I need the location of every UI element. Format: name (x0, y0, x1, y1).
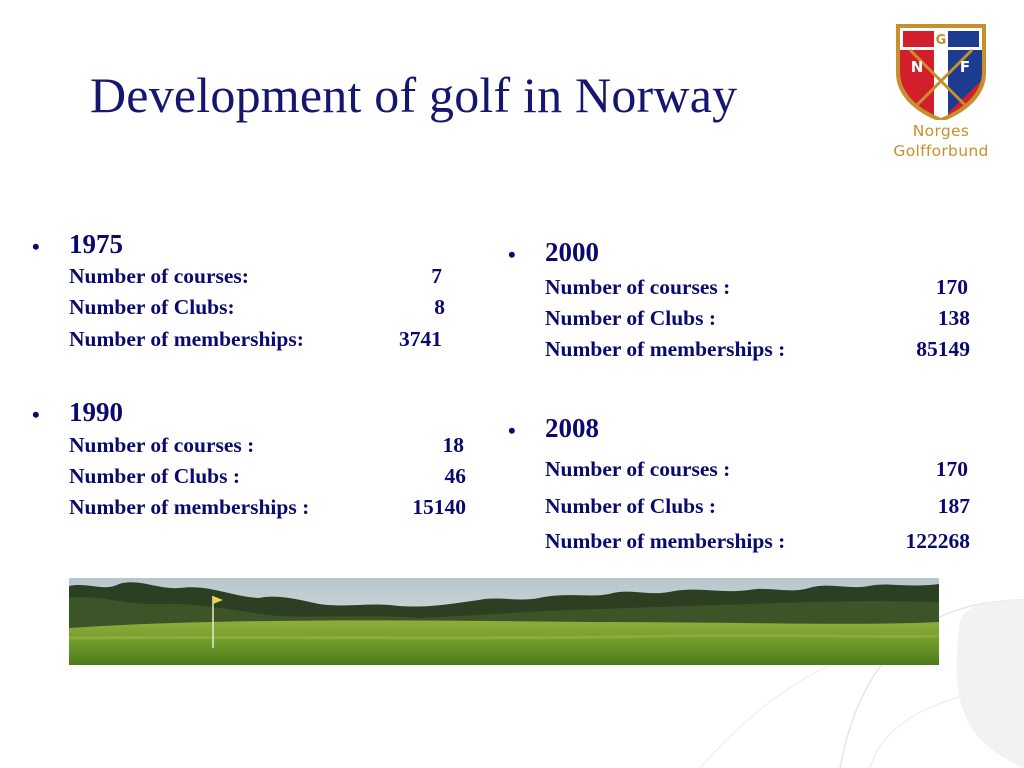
year-heading: 1990 (69, 397, 123, 427)
courses-value: 170 (935, 275, 968, 299)
logo-letter-g: G (935, 33, 947, 48)
courses-value: 7 (431, 264, 442, 288)
memberships-value: 3741 (399, 327, 442, 351)
courses-label: Number of courses: (69, 264, 249, 288)
courses-label: Number of courses : (545, 275, 731, 299)
memberships-value: 15140 (412, 495, 466, 519)
year-heading: 1975 (69, 229, 123, 259)
courses-label: Number of courses : (69, 433, 255, 457)
clubs-label: Number of Clubs : (545, 494, 717, 518)
memberships-value: 85149 (916, 337, 970, 361)
memberships-value: 122268 (905, 529, 970, 553)
logo-text-golfforbund: Golfforbund (893, 142, 989, 160)
courses-label: Number of courses : (545, 457, 731, 481)
logo-letter-f: F (959, 58, 971, 76)
memberships-label: Number of memberships : (545, 337, 786, 361)
bullet-icon: • (508, 242, 516, 267)
clubs-label: Number of Clubs: (69, 295, 235, 319)
year-heading: 2008 (545, 413, 599, 443)
bullet-icon: • (508, 418, 516, 443)
clubs-label: Number of Clubs : (69, 464, 241, 488)
clubs-value: 138 (937, 306, 970, 330)
clubs-value: 187 (937, 494, 970, 518)
ngf-logo (880, 20, 1002, 165)
courses-value: 170 (935, 457, 968, 481)
year-heading: 2000 (545, 237, 599, 267)
bullet-icon: • (32, 402, 40, 427)
clubs-value: 8 (434, 295, 445, 319)
logo-letter-n: N (910, 58, 924, 76)
clubs-label: Number of Clubs : (545, 306, 717, 330)
clubs-value: 46 (444, 464, 466, 488)
ngf-shield-icon (880, 20, 1002, 120)
memberships-label: Number of memberships : (545, 529, 786, 553)
bullet-icon: • (32, 234, 40, 259)
courses-value: 18 (442, 433, 464, 457)
memberships-label: Number of memberships : (69, 495, 310, 519)
golf-course-photo (69, 578, 939, 665)
slide-title: Development of golf in Norway (90, 67, 738, 123)
memberships-label: Number of memberships: (69, 327, 304, 351)
logo-text-norges: Norges (912, 122, 970, 140)
